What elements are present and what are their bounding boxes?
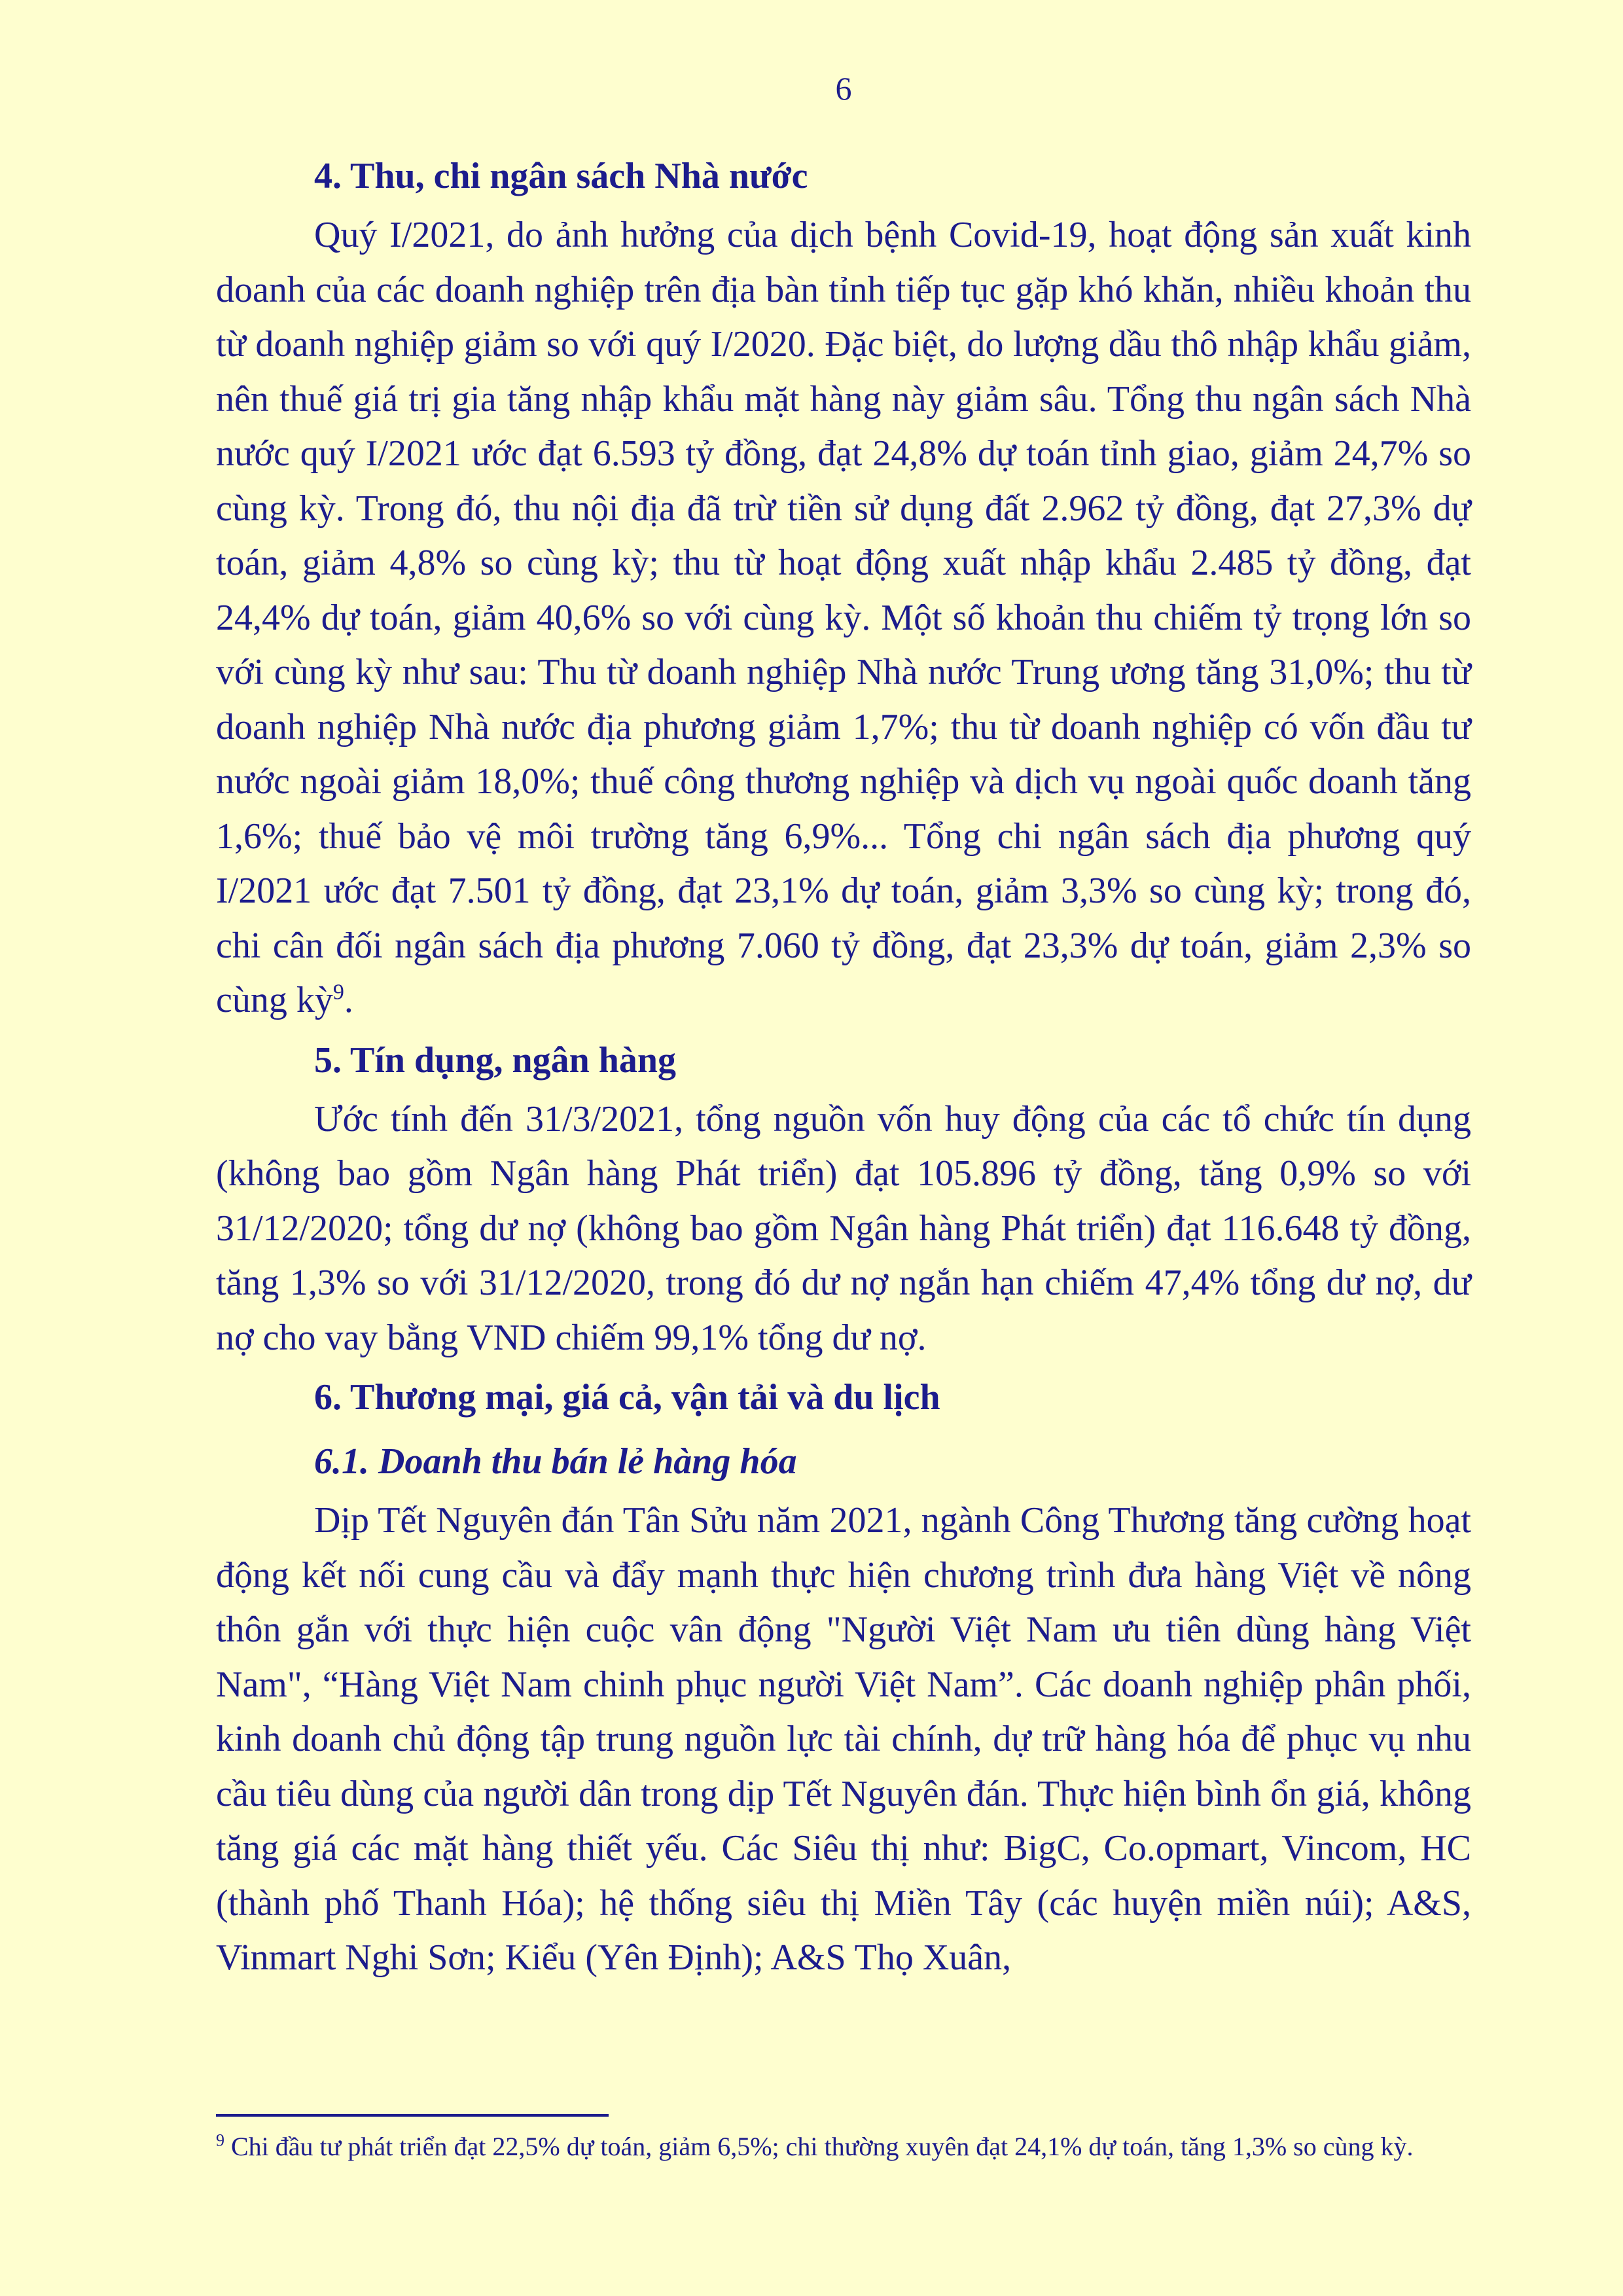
footnote-divider (216, 2114, 609, 2117)
footnote-reference: 9 (332, 980, 344, 1005)
paragraph-retail: Dịp Tết Nguyên đán Tân Sửu năm 2021, ngành Công Thương tăng cường hoạt động kết nối cung cầu và đẩy mạnh thực hiện chương trình đưa hàng Việt về nông thôn gắn với thực hiện cuộc vân động "Người Việt Nam ưu tiên dùng hàng Việt Nam", “Hàng Việt Nam chinh phục người Việt Nam”. Các doanh nghiệp phân phối, kinh doanh chủ động tập trung nguồn lực tài chính, dự trữ hàng hóa để phục vụ nhu cầu tiêu dùng của người dân trong dịp Tết Nguyên đán. Thực hiện bình ổn giá, không tăng giá các mặt hàng thiết yếu. Các Siêu thị như: BigC, Co.opmart, Vincom, HC (thành phố Thanh Hóa); hệ thống siêu thị Miền Tây (các huyện miền núi); A&S, Vinmart Nghi Sơn; Kiểu (Yên Định); A&S Thọ Xuân, (216, 1500, 1471, 1978)
footnote (216, 2127, 1471, 2166)
footnote-number: 9 (216, 2130, 224, 2150)
section-heading-budget: 4. Thu, chi ngân sách Nhà nước (314, 156, 808, 196)
section-heading-credit: 5. Tín dụng, ngân hàng (314, 1039, 677, 1081)
page-content (216, 144, 1471, 1986)
paragraph-budget (216, 208, 1471, 1028)
paragraph-budget-end: . (344, 980, 353, 1020)
paragraph-credit: Ước tính đến 31/3/2021, tổng nguồn vốn huy động của các tổ chức tín dụng (không bao gồm Ngân hàng Phát triển) đạt 105.896 tỷ đồng, tăng 0,9% so với 31/12/2020; tổng dư nợ (không bao gồm Ngân hàng Phát triển) đạt 116.648 tỷ đồng, tăng 1,3% so với 31/12/2020, trong đó dư nợ ngắn hạn chiếm 47,4% tổng dư nợ, dư nợ cho vay bằng VND chiếm 99,1% tổng dư nợ. (216, 1098, 1471, 1358)
section-heading-trade: 6. Thương mại, giá cả, vận tải và du lịch (314, 1377, 940, 1418)
subsection-heading-retail: 6.1. Doanh thu bán lẻ hàng hóa (314, 1441, 797, 1482)
document-page (216, 0, 1471, 2296)
footnote-text: Chi đầu tư phát triển đạt 22,5% dự toán, giảm 6,5%; chi thường xuyên đạt 24,1% dự toán, tăng 1,3% so cùng kỳ. (224, 2132, 1414, 2161)
paragraph-budget-text: Quý I/2021, do ảnh hưởng của dịch bệnh Covid-19, hoạt động sản xuất kinh doanh của các doanh nghiệp trên địa bàn tỉnh tiếp tục gặp khó khăn, nhiều khoản thu từ doanh nghiệp giảm so với quý I/2020. Đặc biệt, do lượng dầu thô nhập khẩu giảm, nên thuế giá trị gia tăng nhập khẩu mặt hàng này giảm sâu. Tổng thu ngân sách Nhà nước quý I/2021 ước đạt 6.593 tỷ đồng, đạt 24,8% dự toán tỉnh giao, giảm 24,7% so cùng kỳ. Trong đó, thu nội địa đã trừ tiền sử dụng đất 2.962 tỷ đồng, đạt 27,3% dự toán, giảm 4,8% so cùng kỳ; thu từ hoạt động xuất nhập khẩu 2.485 tỷ đồng, đạt 24,4% dự toán, giảm 40,6% so với cùng kỳ. Một số khoản thu chiếm tỷ trọng lớn so với cùng kỳ như sau: Thu từ doanh nghiệp Nhà nước Trung ương tăng 31,0%; thu từ doanh nghiệp Nhà nước địa phương giảm 1,7%; thu từ doanh nghiệp có vốn đầu tư nước ngoài giảm 18,0%; thuế công thương nghiệp và dịch vụ ngoài quốc doanh tăng 1,6%; thuế bảo vệ môi trường tăng 6,9%... Tổng chi ngân sách địa phương quý I/2021 ước đạt 7.501 tỷ đồng, đạt 23,1% dự toán, giảm 3,3% so cùng kỳ; trong đó, chi cân đối ngân sách địa phương 7.060 tỷ đồng, đạt 23,3% dự toán, giảm 2,3% so cùng kỳ (216, 215, 1471, 1020)
page-number: 6 (835, 70, 852, 107)
